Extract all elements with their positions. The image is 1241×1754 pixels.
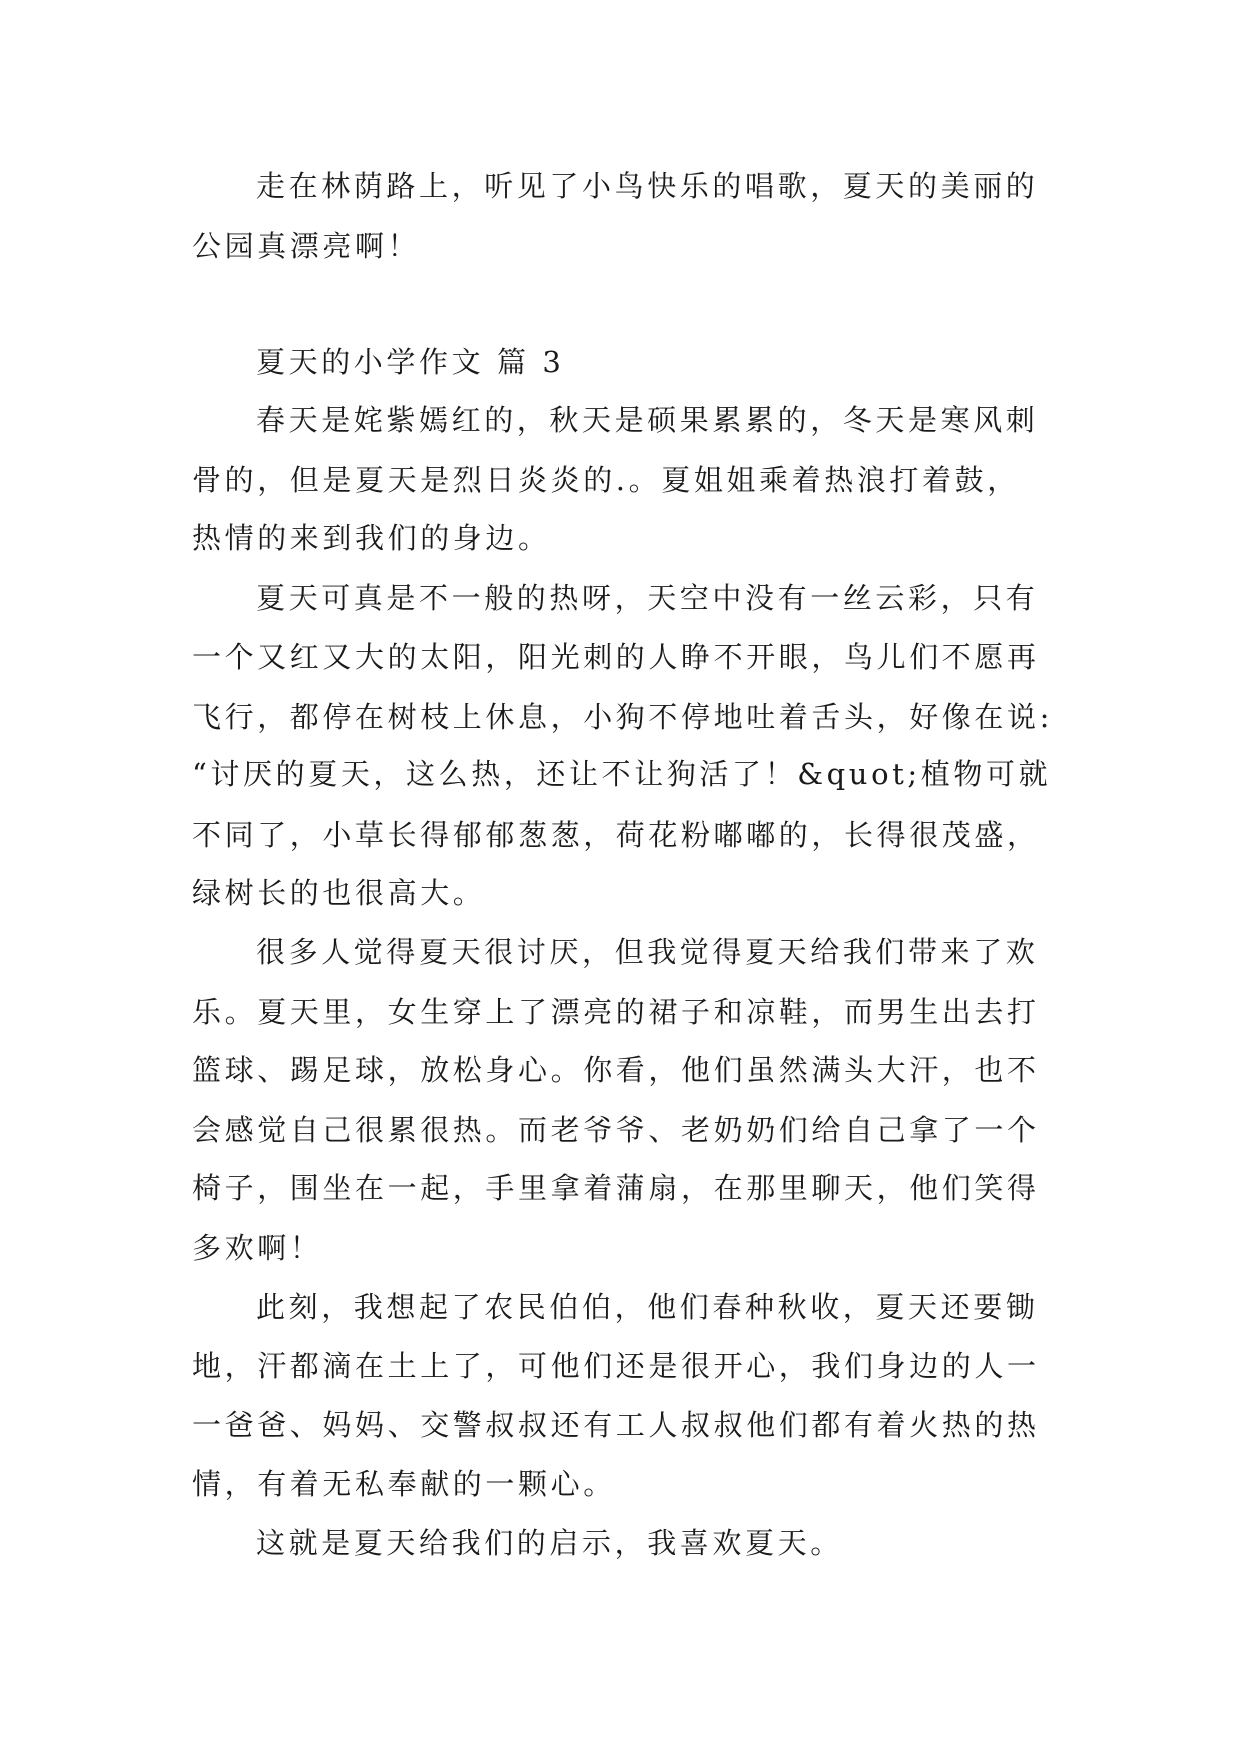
paragraph-line: 春天是姹紫嫣红的，秋天是硕果累累的，冬天是寒风刺	[256, 403, 1039, 437]
paragraph-line: 很多人觉得夏天很讨厌，但我觉得夏天给我们带来了欢	[256, 935, 1039, 969]
paragraph-line: 情，有着无私奉献的一颗心。	[192, 1467, 616, 1501]
paragraph-line: 热情的来到我们的身边。	[192, 521, 551, 555]
section-heading: 夏天的小学作文 篇 3	[256, 345, 565, 379]
paragraph-line: 绿树长的也很高大。	[192, 876, 486, 910]
paragraph-line: 这就是夏天给我们的启示，我喜欢夏天。	[256, 1526, 843, 1560]
paragraph-line: 此刻，我想起了农民伯伯，他们春种秋收，夏天还要锄	[256, 1290, 1039, 1324]
paragraph-line: 乐。夏天里，女生穿上了漂亮的裙子和凉鞋，而男生出去打	[192, 995, 1040, 1029]
paragraph-line: 不同了，小草长得郁郁葱葱，荷花粉嘟嘟的，长得很茂盛，	[192, 818, 1040, 852]
paragraph-line: 飞行，都停在树枝上休息，小狗不停地吐着舌头，好像在说:	[192, 700, 1053, 734]
paragraph-line: 椅子，围坐在一起，手里拿着蒲扇，在那里聊天，他们笑得	[192, 1171, 1040, 1205]
paragraph-line: 公园真漂亮啊！	[192, 229, 421, 263]
paragraph-line: 多欢啊！	[192, 1231, 323, 1265]
paragraph-line: “讨厌的夏天，这么热，还让不让狗活了！&quot;植物可就	[192, 757, 1052, 791]
paragraph-line: 会感觉自己很累很热。而老爷爷、老奶奶们给自己拿了一个	[192, 1113, 1040, 1147]
paragraph-line: 一个又红又大的太阳，阳光刺的人睁不开眼，鸟儿们不愿再	[192, 640, 1040, 674]
paragraph-line: 骨的，但是夏天是烈日炎炎的.。夏姐姐乘着热浪打着鼓，	[192, 463, 1020, 497]
paragraph-line: 篮球、踢足球，放松身心。你看，他们虽然满头大汗，也不	[192, 1053, 1040, 1087]
paragraph-line: 地，汗都滴在土上了，可他们还是很开心，我们身边的人一	[192, 1349, 1040, 1383]
paragraph-line: 一爸爸、妈妈、交警叔叔还有工人叔叔他们都有着火热的热	[192, 1408, 1040, 1442]
paragraph-line: 走在林荫路上，听见了小鸟快乐的唱歌，夏天的美丽的	[256, 169, 1039, 203]
paragraph-line: 夏天可真是不一般的热呀，天空中没有一丝云彩，只有	[256, 581, 1039, 615]
